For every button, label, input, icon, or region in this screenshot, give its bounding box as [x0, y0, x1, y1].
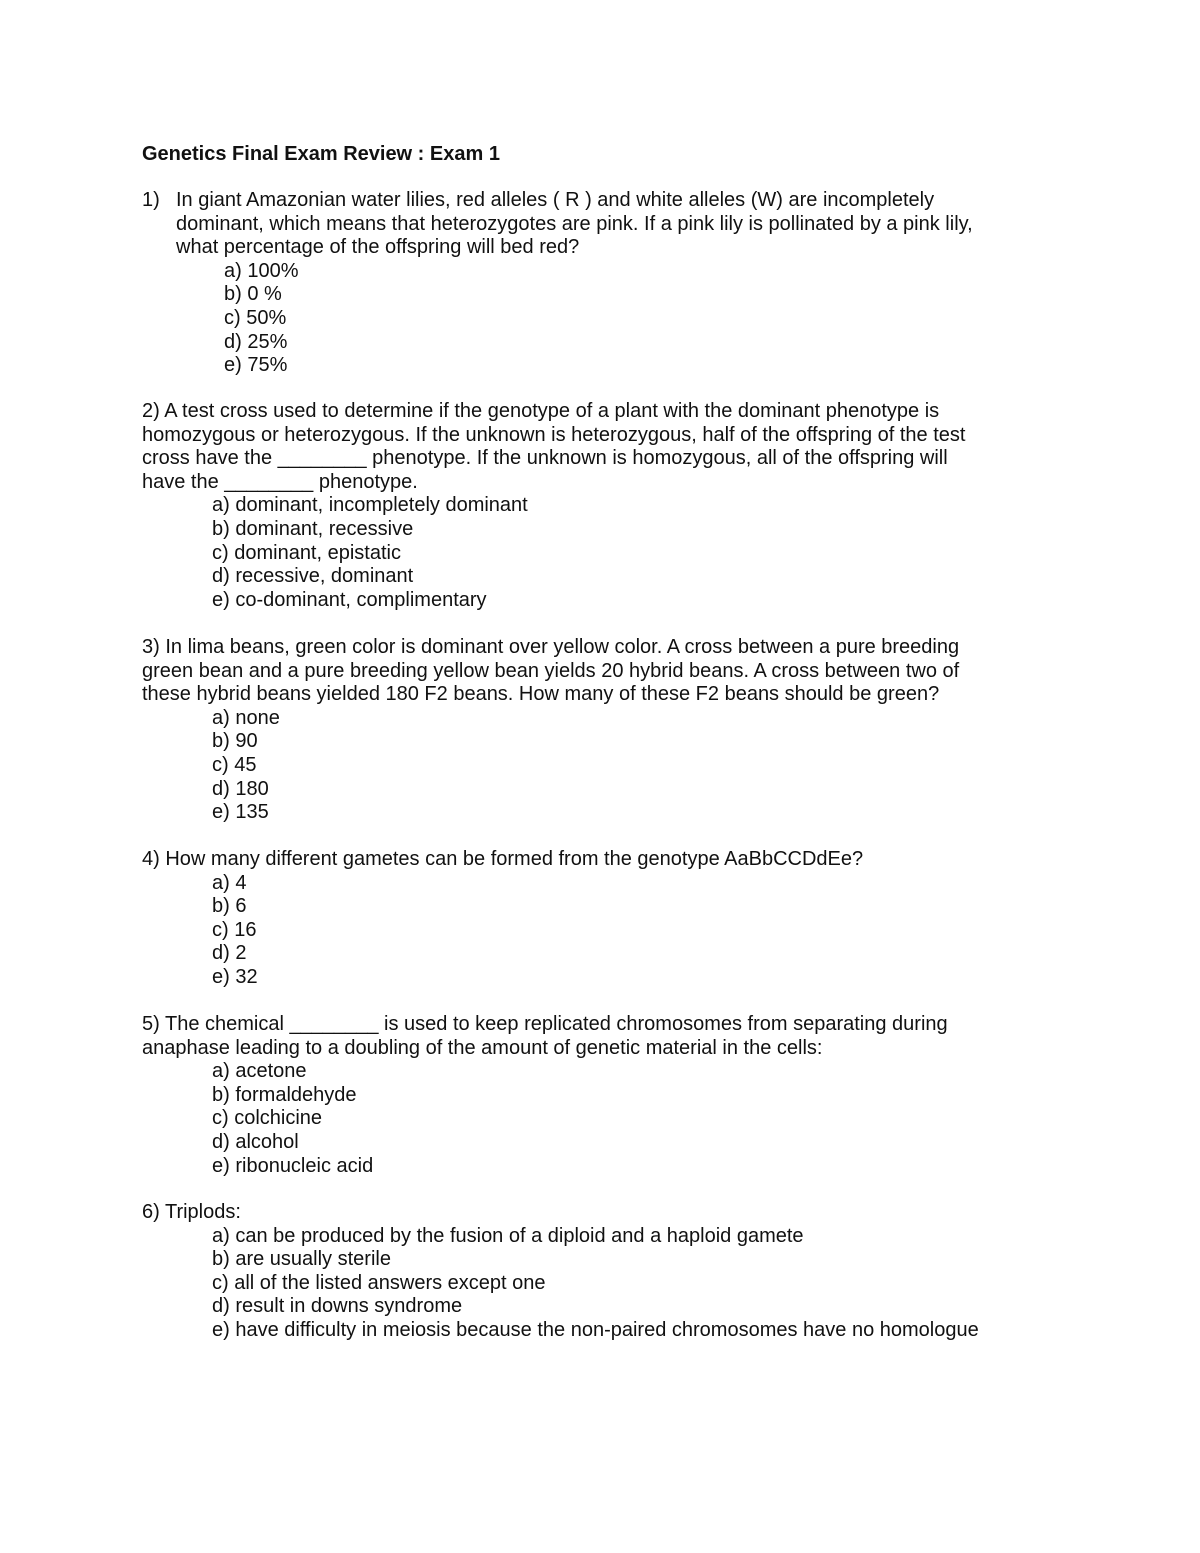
option-b: b) formaldehyde — [212, 1083, 357, 1106]
question-3 — [142, 636, 1062, 825]
answer-options — [142, 1060, 1062, 1178]
option-e: e) 32 — [212, 965, 258, 988]
option-e: e) have difficulty in meiosis because the non-paired chromosomes have no homologue — [212, 1318, 979, 1341]
option-c: c) dominant, epistatic — [212, 541, 401, 564]
question-text: 3) In lima beans, green color is dominant over yellow color. A cross between a pure breeding green bean and a pure breeding yellow bean yields 20 hybrid beans. A cross between two of these hybrid beans yielded 180 F2 beans. How many of these F2 beans should be green? — [142, 636, 960, 706]
option-b: b) 0 % — [224, 283, 282, 306]
option-d: d) recessive, dominant — [212, 565, 414, 588]
answer-options — [142, 260, 1062, 378]
option-e: e) ribonucleic acid — [212, 1154, 374, 1177]
option-d: d) alcohol — [212, 1130, 299, 1153]
question-1 — [142, 189, 1062, 378]
option-e: e) 135 — [212, 801, 269, 824]
answer-options — [142, 1225, 1062, 1343]
option-d: d) result in downs syndrome — [212, 1295, 463, 1318]
question-number: 1) — [142, 189, 160, 211]
answer-options — [142, 707, 1062, 825]
option-e: e) 75% — [224, 354, 288, 377]
question-text: 2) A test cross used to determine if the genotype of a plant with the dominant phenotype is homozygous or heterozygous. If the unknown is heterozygous, half of the offspring of the test cross have the ________ phenotype. If the unknown is homozygous, all of the offspring will have the ________ phenotype. — [142, 400, 966, 493]
option-a: a) 100% — [224, 259, 299, 282]
option-d: d) 2 — [212, 942, 247, 965]
option-d: d) 180 — [212, 777, 269, 800]
option-a: a) 4 — [212, 871, 247, 894]
question-text: 4) How many different gametes can be formed from the genotype AaBbCCDdEe? — [142, 848, 864, 870]
option-a: a) acetone — [212, 1060, 307, 1083]
question-4 — [142, 848, 1062, 990]
question-text: 5) The chemical ________ is used to keep replicated chromosomes from separating during anaphase leading to a doubling of the amount of genetic material in the cells: — [142, 1013, 948, 1059]
option-e: e) co-dominant, complimentary — [212, 588, 487, 611]
option-b: b) are usually sterile — [212, 1248, 391, 1271]
option-b: b) dominant, recessive — [212, 517, 414, 540]
option-b: b) 6 — [212, 895, 247, 918]
option-c: c) 50% — [224, 306, 287, 329]
answer-options — [142, 872, 1062, 990]
question-5 — [142, 1013, 1062, 1178]
option-c: c) 16 — [212, 918, 257, 941]
question-text: In giant Amazonian water lilies, red alleles ( R ) and white alleles (W) are incompletely dominant, which means that heterozygotes are pink. If a pink lily is pollinated by a pink lily, what percentage of the offspring will bed red? — [176, 189, 973, 259]
question-2 — [142, 400, 1062, 612]
question-text: 6) Triplods: — [142, 1201, 241, 1223]
option-c: c) all of the listed answers except one — [212, 1271, 546, 1294]
answer-options — [142, 494, 1062, 612]
option-c: c) 45 — [212, 753, 257, 776]
option-a: a) dominant, incompletely dominant — [212, 494, 528, 517]
option-d: d) 25% — [224, 330, 288, 353]
question-6 — [142, 1201, 1062, 1343]
document-title: Genetics Final Exam Review : Exam 1 — [142, 143, 500, 165]
option-a: a) can be produced by the fusion of a diploid and a haploid gamete — [212, 1224, 804, 1247]
option-c: c) colchicine — [212, 1107, 323, 1130]
option-b: b) 90 — [212, 730, 258, 753]
option-a: a) none — [212, 706, 280, 729]
